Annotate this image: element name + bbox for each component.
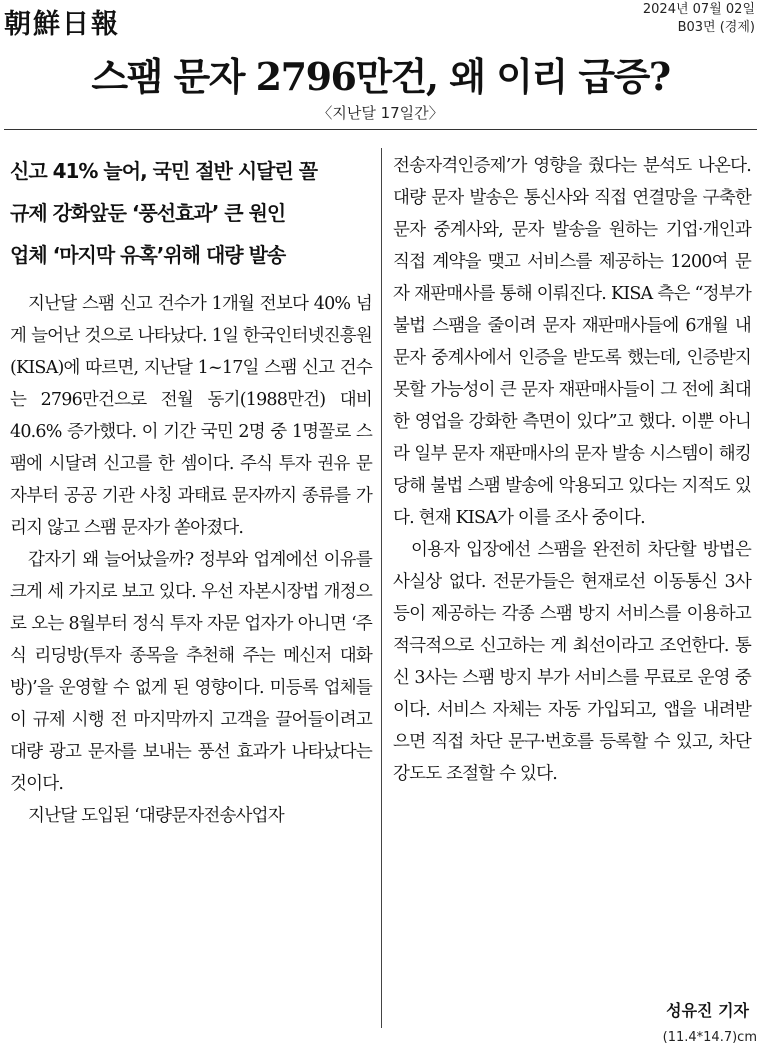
right-column (393, 150, 751, 790)
publication-meta (643, 1, 755, 37)
left-column (10, 150, 372, 832)
page-section: B03면 (경제) (677, 20, 755, 35)
publication-date: 2024년 07월 02일 (642, 2, 755, 17)
period-note: 〈지난달 17일간〉 (317, 104, 444, 122)
headline: 스팸 문자 2796만건, 왜 이리 급증? (91, 54, 670, 99)
subheadline: 규제 강화앞둔 ‘풍선효과’ 큰 원인 (10, 201, 286, 225)
subheadlines (10, 150, 372, 276)
header-divider (4, 129, 757, 130)
body-paragraph: 갑자기 왜 늘어났을까? 정부와 업계에선 이유를 크게 세 가지로 보고 있다. 우선 자본시장법 개정으로 오는 8월부터 정식 투자 자문 업자가 아니면 ‘주식 리딩방(투자 종목을 추천해 주는 메신저 대화방)’을 운영할 수 없게 된 영향이다. 미등록 업체들이 규제 시행 전 마지막까지 고객을 끌어들이려고 대량 광고 문자를 보내는 풍선 효과가 나타났다는 것이다. (10, 550, 372, 794)
body-paragraph: 지난달 도입된 ‘대량문자전송사업자 (28, 806, 284, 826)
subheadline: 신고 41% 늘어, 국민 절반 시달린 꼴 (10, 159, 318, 183)
article-size: (11.4*14.7)cm (662, 1030, 757, 1045)
byline: 성유진 기자 (666, 1001, 749, 1020)
body-paragraph: 이용자 입장에선 스팸을 완전히 차단할 방법은 사실상 없다. 전문가들은 현재로선 이동통신 3사 등이 제공하는 각종 스팸 방지 서비스를 이용하고 적극적으로 신고하는 게 최선이라고 조언한다. 통신 3사는 스팸 방지 부가 서비스를 무료로 운영 중이다. 서비스 자체는 자동 가입되고, 앱을 내려받으면 직접 차단 문구·번호를 등록할 수 있고, 차단 강도도 조절할 수 있다. (393, 540, 751, 784)
body-paragraph: 지난달 스팸 신고 건수가 1개월 전보다 40% 넘게 늘어난 것으로 나타났다. 1일 한국인터넷진흥원(KISA)에 따르면, 지난달 1~17일 스팸 신고 건수는 2796만건으로 전월 동기(1988만건) 대비 40.6% 증가했다. 이 기간 국민 2명 중 1명꼴로 스팸에 시달려 신고를 한 셈이다. 주식 투자 권유 문자부터 공공 기관 사칭 과태료 문자까지 종류를 가리지 않고 스팸 문자가 쏟아졌다. (10, 294, 372, 538)
newspaper-logo: 朝鮮日報 (4, 9, 120, 40)
column-divider (381, 148, 382, 1028)
body-paragraph: 전송자격인증제’가 영향을 줬다는 분석도 나온다. 대량 문자 발송은 통신사와 직접 연결망을 구축한 문자 중계사와, 문자 발송을 원하는 기업·개인과 직접 계약을 맺고 서비스를 제공하는 1200여 문자 재판매사를 통해 이뤄진다. KISA 측은 “정부가 불법 스팸을 줄이려 문자 재판매사들에 6개월 내 문자 중계사에서 인증을 받도록 했는데, 인증받지 못할 가능성이 큰 문자 재판매사들이 그 전에 최대한 영업을 강화한 측면이 있다”고 했다. 이뿐 아니라 일부 문자 재판매사의 문자 발송 시스템이 해킹당해 불법 스팸 발송에 악용되고 있다는 지적도 있다. 현재 KISA가 이를 조사 중이다. (393, 156, 751, 528)
subheadline: 업체 ‘마지막 유혹’위해 대량 발송 (10, 243, 286, 267)
